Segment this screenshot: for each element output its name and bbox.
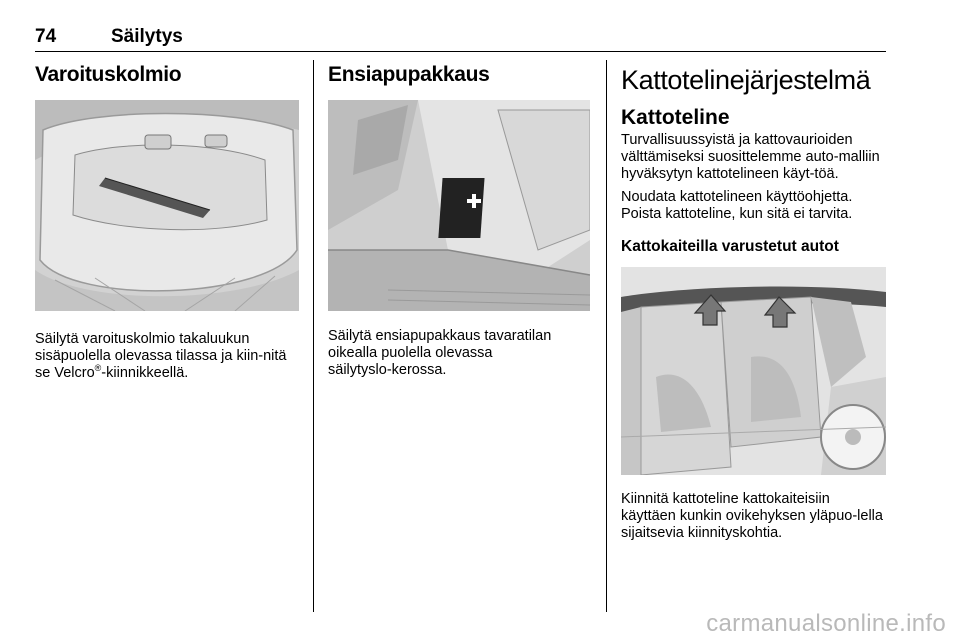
- chapter-title: Säilytys: [111, 26, 183, 47]
- section-title-roof-rack-system: Kattotelinejärjestelmä: [621, 65, 871, 95]
- roof-rack-paragraph-3: Kiinnitä kattoteline kattokaiteisiin käyttäen kunkin ovikehyksen yläpuo‑lella sijaitsevia kiinnityskohtia.: [621, 491, 883, 541]
- figure-car-side: [621, 267, 886, 475]
- warning-triangle-text: [35, 331, 300, 382]
- page-header: [35, 26, 886, 52]
- trunk-illustration: [328, 100, 590, 311]
- section-title-first-aid: Ensiapupakkaus: [328, 63, 490, 86]
- figure-trunk: [328, 100, 590, 311]
- tailgate-illustration: [35, 100, 299, 311]
- page-number: 74: [35, 26, 57, 47]
- subtitle-roof-rack: Kattoteline: [621, 106, 730, 129]
- watermark: carmanualsonline.info: [706, 610, 946, 637]
- header-rule: [35, 51, 886, 52]
- column-warning-triangle: [35, 62, 300, 382]
- first-aid-text: Säilytä ensiapupakkaus tavaratilan oikealla puolella olevassa säilytyslo‑kerossa.: [328, 328, 552, 378]
- column-roof-rack: [621, 62, 887, 542]
- column-first-aid: [328, 62, 590, 379]
- roof-rack-paragraph-1: Turvallisuussyistä ja kattovaurioiden välttämiseksi suosittelemme auto‑malliin hyväksytyn kattotelineen käyt‑töä.: [621, 132, 880, 182]
- subheading-roof-rails: Kattokaiteilla varustetut autot: [621, 238, 839, 255]
- text-part-2: -kiinnikkeellä.: [101, 365, 189, 381]
- roof-rack-paragraph-2: Noudata kattotelineen käyttöohjetta. Poista kattoteline, kun sitä ei tarvita.: [621, 189, 853, 222]
- text-part-1: Säilytä varoituskolmio takaluukun sisäpuolella olevassa tilassa ja kiin‑nitä se Velcro: [35, 331, 287, 381]
- section-title-warning-triangle: Varoituskolmio: [35, 63, 182, 86]
- first-aid-kit-icon: [438, 178, 484, 238]
- registered-mark: ®: [94, 363, 102, 374]
- car-side-illustration: [621, 267, 886, 475]
- column-divider-1: [313, 60, 314, 612]
- figure-tailgate: [35, 100, 299, 311]
- column-divider-2: [606, 60, 607, 612]
